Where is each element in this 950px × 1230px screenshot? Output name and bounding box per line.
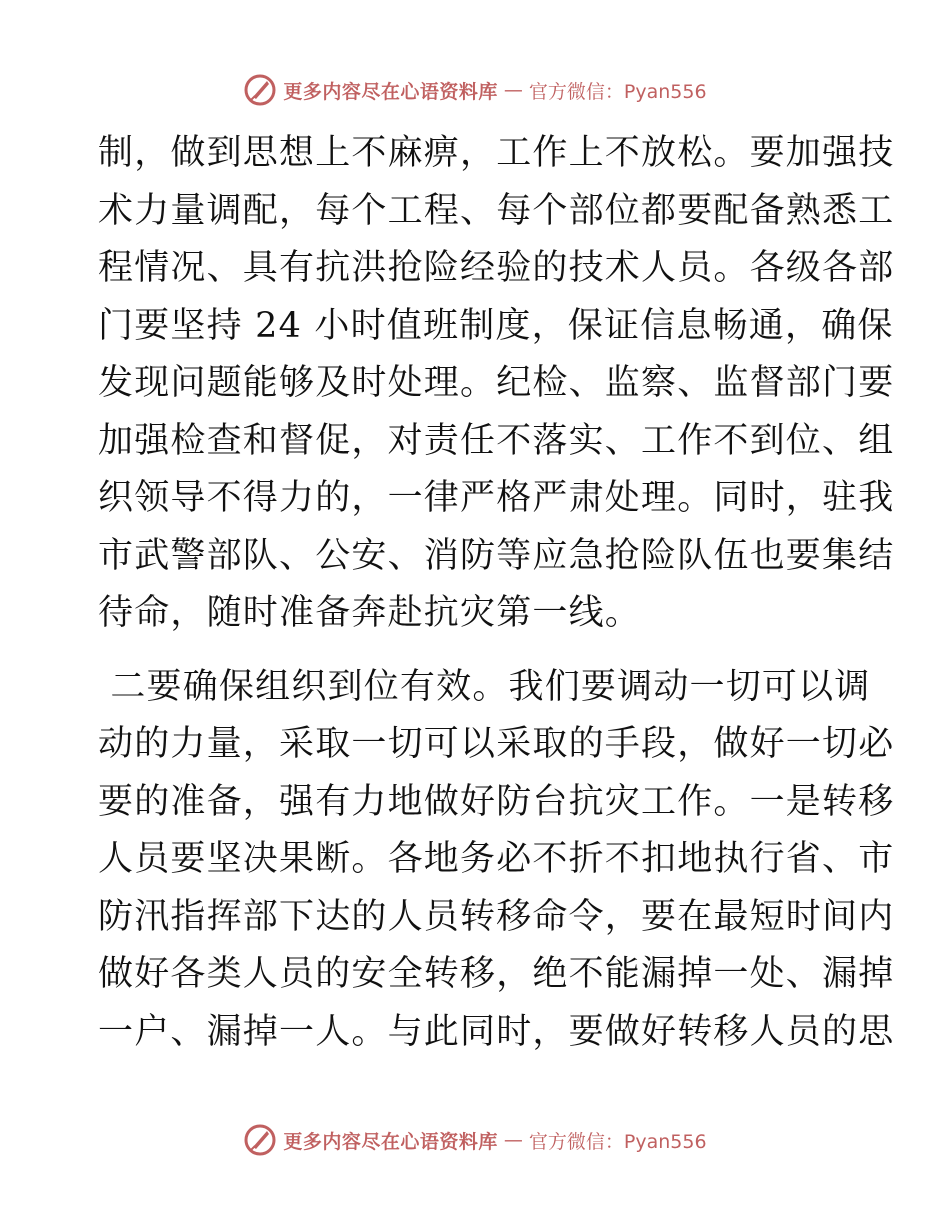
text-line: 程情况、具有抗洪抢险经验的技术人员。各级各部 — [98, 248, 895, 288]
document-body — [98, 125, 895, 1061]
paragraph-2 — [98, 659, 895, 1062]
text-line: 织领导不得力的，一律严格严肃处理。同时，驻我 — [98, 478, 895, 518]
text-line: 人员要坚决果断。各地务必不折不扣地执行省、市 — [98, 839, 895, 879]
text-line: 待命，随时准备奔赴抗灾第一线。 — [98, 593, 642, 633]
text-line: 做好各类人员的安全转移，绝不能漏掉一处、漏掉 — [98, 954, 895, 994]
paragraph-1 — [98, 125, 895, 643]
text-line: 防汛指挥部下达的人员转移命令，要在最短时间内 — [98, 896, 895, 937]
watermark-contact: 官方微信：Pyan556 — [528, 80, 707, 103]
quill-pen-seal-icon — [243, 1123, 277, 1157]
text-line: 动的力量，采取一切可以采取的手段，做好一切必 — [98, 724, 895, 764]
text-line: 制，做到思想上不麻痹，工作上不放松。要加强技 — [98, 133, 895, 173]
watermark-contact: 官方微信：Pyan556 — [528, 1130, 707, 1153]
footer-watermark — [0, 1120, 950, 1160]
text-line: 加强检查和督促，对责任不落实、工作不到位、组 — [98, 420, 895, 461]
text-line: 一户、漏掉一人。与此同时，要做好转移人员的思 — [98, 1011, 895, 1052]
header-watermark — [0, 70, 950, 110]
watermark-text: 更多内容尽在心语资料库 — [283, 1130, 498, 1153]
text-line: 术力量调配，每个工程、每个部位都要配备熟悉工 — [98, 190, 895, 231]
watermark-text: 更多内容尽在心语资料库 — [283, 80, 498, 103]
text-line: 市武警部队、公安、消防等应急抢险队伍也要集结 — [98, 535, 895, 576]
text-line: 要的准备，强有力地做好防台抗灾工作。一是转移 — [98, 781, 895, 822]
text-line: 门要坚持 24 小时值班制度，保证信息畅通，确保 — [98, 305, 894, 346]
text-line: 二要确保组织到位有效。我们要调动一切可以调 — [98, 666, 871, 707]
text-line: 发现问题能够及时处理。纪检、监察、监督部门要 — [98, 363, 895, 403]
paragraph-spacer — [98, 643, 850, 659]
quill-pen-seal-icon — [243, 73, 277, 107]
watermark-separator: — — [503, 79, 523, 101]
watermark-separator: — — [503, 1129, 523, 1151]
